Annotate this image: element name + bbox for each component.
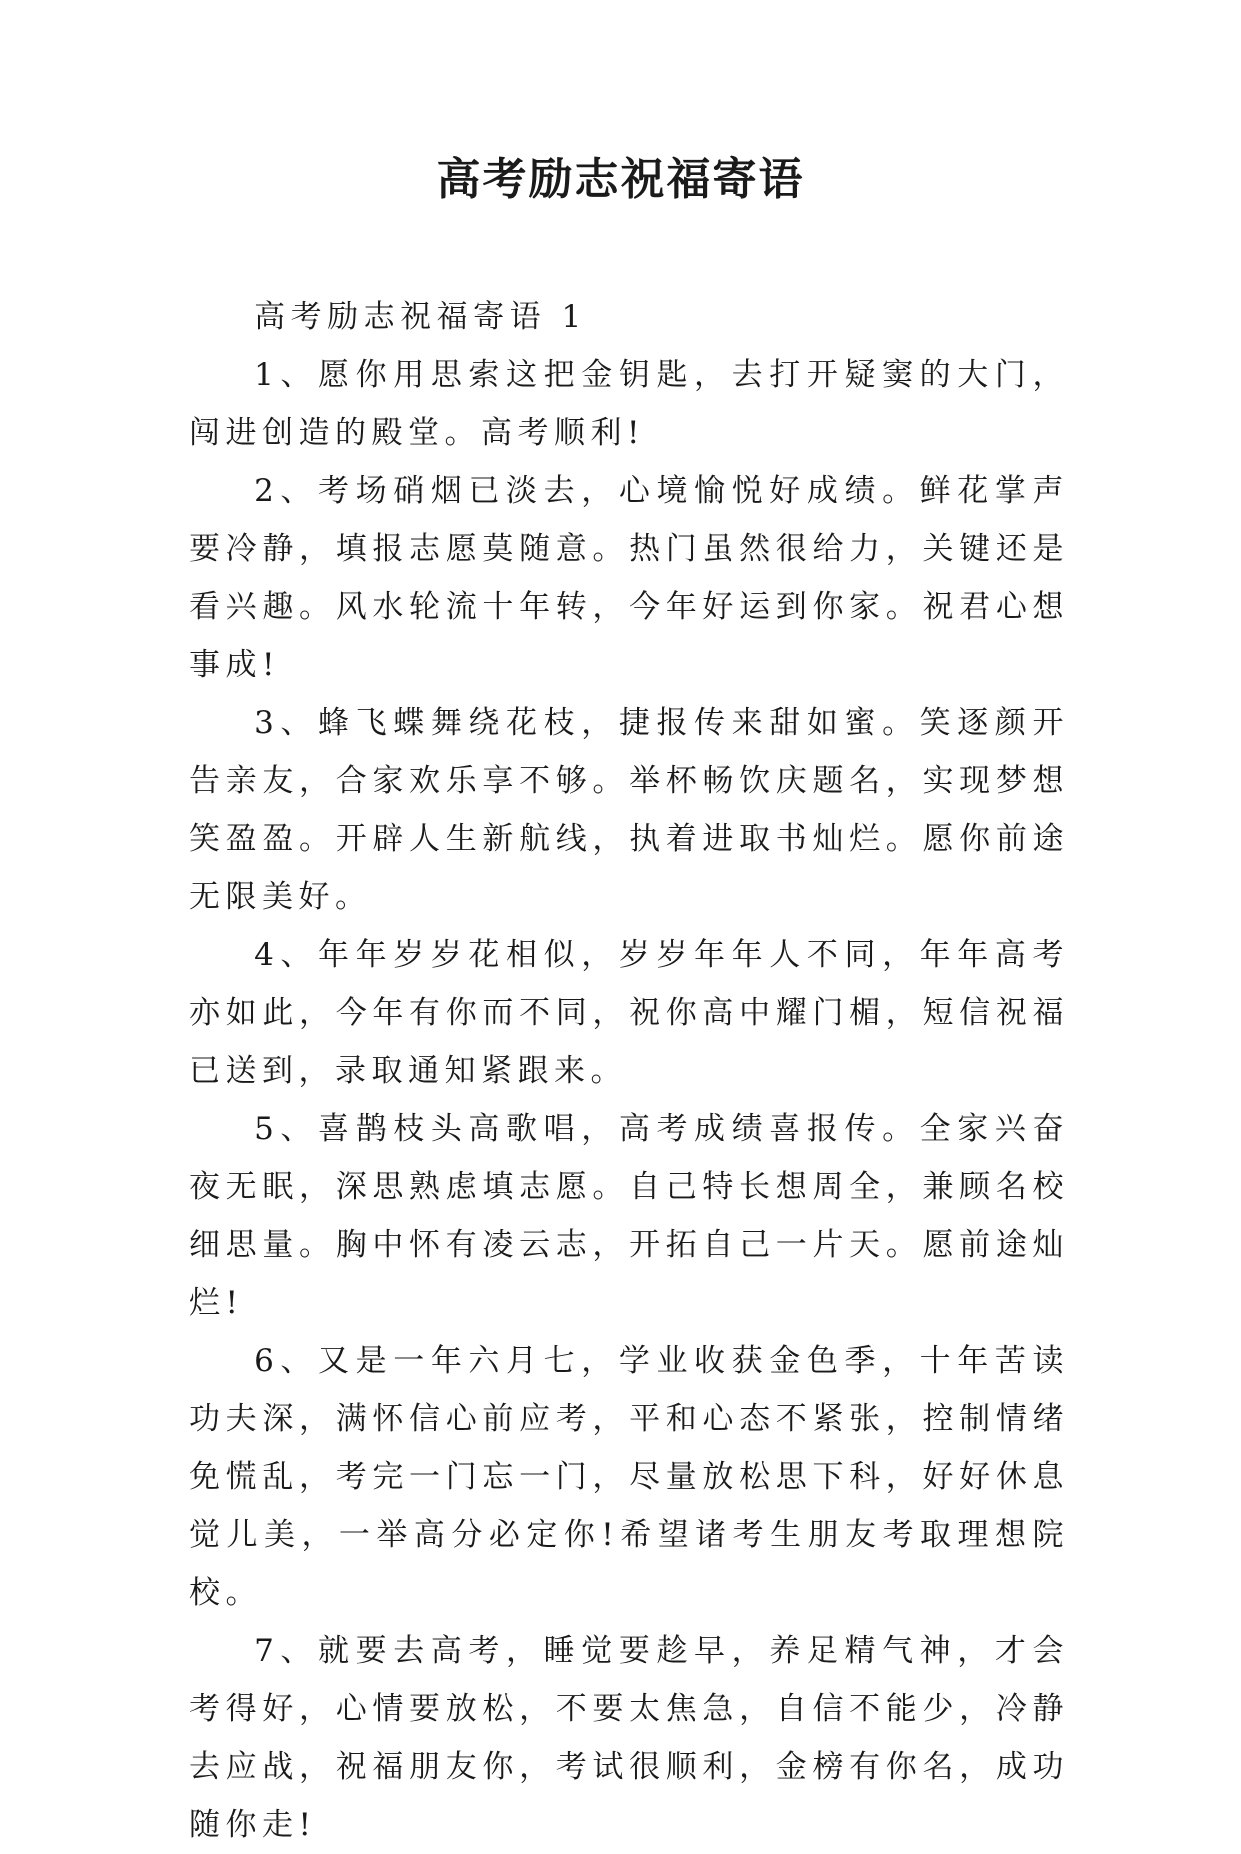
document-body bbox=[189, 288, 1069, 1854]
paragraph-2: 2、考场硝烟已淡去，心境愉悦好成绩。鲜花掌声要冷静，填报志愿莫随意。热门虽然很给力，关键还是看兴趣。风水轮流十年转，今年好运到你家。祝君心想事成! bbox=[189, 473, 1069, 683]
paragraph-1: 1、愿你用思索这把金钥匙，去打开疑窦的大门，闯进创造的殿堂。高考顺利! bbox=[189, 357, 1069, 451]
paragraph-3: 3、蜂飞蝶舞绕花枝，捷报传来甜如蜜。笑逐颜开告亲友，合家欢乐享不够。举杯畅饮庆题名，实现梦想笑盈盈。开辟人生新航线，执着进取书灿烂。愿你前途无限美好。 bbox=[189, 705, 1069, 915]
paragraph-6: 6、又是一年六月七，学业收获金色季，十年苦读功夫深，满怀信心前应考，平和心态不紧张，控制情绪免慌乱，考完一门忘一门，尽量放松思下科，好好休息觉儿美，一举高分必定你!希望诸考生朋友考取理想院校。 bbox=[189, 1343, 1069, 1611]
paragraph-5: 5、喜鹊枝头高歌唱，高考成绩喜报传。全家兴奋夜无眠，深思熟虑填志愿。自己特长想周全，兼顾名校细思量。胸中怀有凌云志，开拓自己一片天。愿前途灿烂! bbox=[189, 1111, 1069, 1321]
paragraph-4: 4、年年岁岁花相似，岁岁年年人不同，年年高考亦如此，今年有你而不同，祝你高中耀门楣，短信祝福已送到，录取通知紧跟来。 bbox=[189, 937, 1069, 1089]
paragraph-7: 7、就要去高考，睡觉要趁早，养足精气神，才会考得好，心情要放松，不要太焦急，自信不能少，冷静去应战，祝福朋友你，考试很顺利，金榜有你名，成功随你走! bbox=[189, 1633, 1069, 1843]
page-title: 高考励志祝福寄语 bbox=[436, 154, 805, 205]
section-heading: 高考励志祝福寄语 1 bbox=[254, 299, 587, 335]
